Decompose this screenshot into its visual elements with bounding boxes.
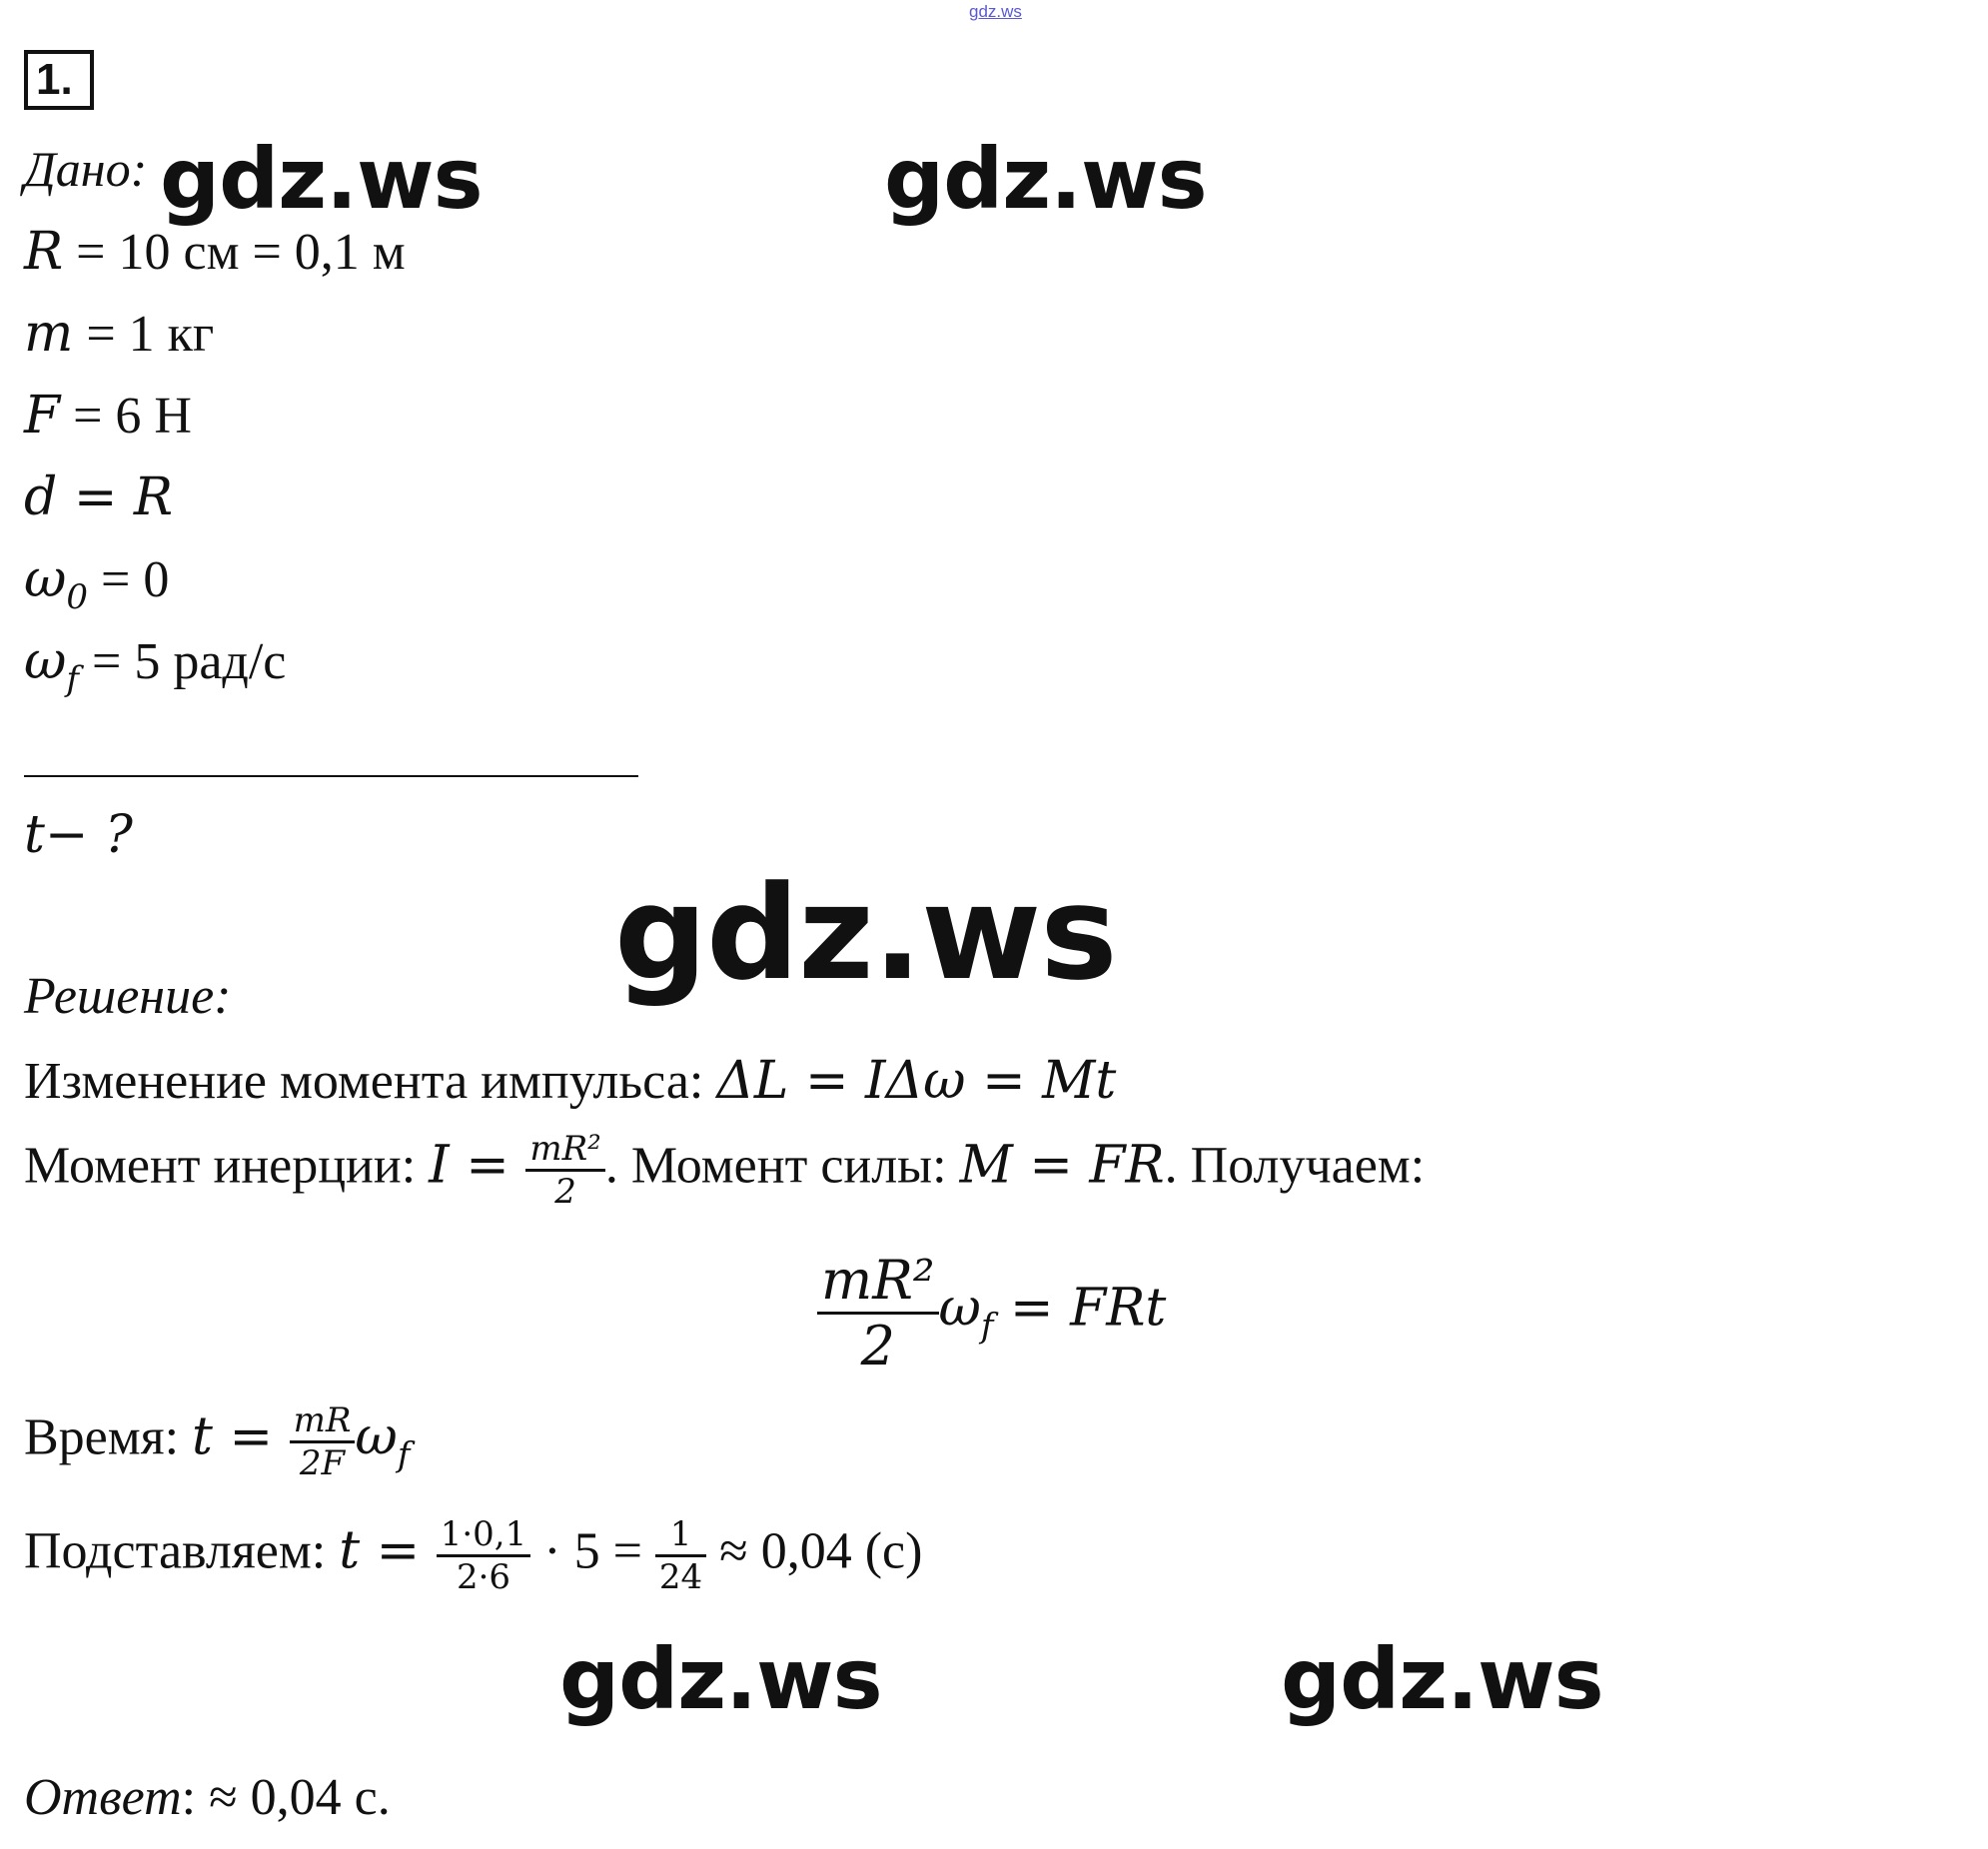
inertia-frac-num: mR² — [525, 1129, 604, 1172]
given-divider — [24, 775, 638, 777]
substitute-fraction-2 — [655, 1514, 706, 1597]
substitute-formula: t = — [339, 1520, 437, 1581]
time-omega-sub: f — [397, 1434, 411, 1475]
time-omega: ω — [355, 1406, 398, 1467]
given-f-value: = 6 Н — [60, 388, 192, 445]
substitute-frac1-den: 2·6 — [456, 1557, 511, 1597]
center-rhs: = FRt — [993, 1278, 1167, 1339]
substitute-mid: · 5 = — [530, 1522, 655, 1580]
centered-equation — [817, 1249, 1166, 1378]
answer-text: : ≈ 0,04 с. — [181, 1769, 391, 1826]
given-f-symbol: F — [24, 386, 61, 446]
inertia-frac-den: 2 — [554, 1172, 576, 1212]
given-m-symbol: m — [24, 304, 74, 364]
given-omegaf-symbol: ω — [24, 631, 67, 691]
given-r-value: = 10 см = 0,1 м — [63, 224, 406, 281]
given-d-symbol: d — [24, 467, 58, 527]
substitute-text: Подставляем: — [24, 1522, 340, 1580]
solution-line-inertia — [24, 1129, 1425, 1212]
given-d — [24, 467, 173, 527]
watermark-4: gdz.ws — [559, 1630, 882, 1728]
time-formula: t = — [192, 1406, 290, 1467]
angular-momentum-formula: ΔL = IΔω = Mt — [716, 1051, 1117, 1111]
given-f — [24, 386, 192, 446]
angular-momentum-text: Изменение момента импульса: — [24, 1053, 717, 1110]
find-line: t− ? — [24, 805, 133, 865]
given-m — [24, 304, 214, 364]
given-d-value: = R — [57, 467, 174, 527]
watermark-3: gdz.ws — [614, 857, 1117, 1009]
time-frac-num: mR — [290, 1400, 356, 1443]
inertia-formula: I = — [429, 1135, 526, 1196]
given-omega0-sub: 0 — [66, 577, 89, 617]
watermark-2: gdz.ws — [884, 130, 1207, 228]
substitute-fraction-1 — [437, 1514, 531, 1597]
given-m-value: = 1 кг — [73, 306, 215, 363]
given-omega0 — [24, 549, 169, 617]
watermark-1: gdz.ws — [160, 130, 483, 228]
center-omega: ω — [938, 1278, 981, 1339]
solution-line-substitute — [24, 1514, 922, 1597]
answer-line — [24, 1768, 391, 1827]
substitute-frac2-num: 1 — [655, 1514, 706, 1557]
time-frac-den: 2F — [299, 1443, 346, 1483]
given-r — [24, 222, 406, 282]
center-omega-sub: f — [980, 1306, 994, 1347]
problem-number: 1. — [24, 50, 94, 110]
center-frac-den: 2 — [860, 1315, 895, 1378]
given-omega0-value: = 0 — [88, 551, 170, 608]
given-omegaf — [24, 631, 286, 699]
substitute-frac2-den: 24 — [658, 1557, 703, 1597]
torque-text: . Момент силы: — [604, 1137, 960, 1195]
torque-formula: M = FR — [959, 1135, 1165, 1196]
solution-line-time — [24, 1400, 410, 1483]
time-text: Время: — [24, 1408, 193, 1466]
watermark-5: gdz.ws — [1281, 1630, 1603, 1728]
center-frac-num: mR² — [817, 1249, 939, 1315]
given-r-symbol: R — [24, 222, 64, 282]
substitute-tail: ≈ 0,04 (c) — [706, 1522, 923, 1580]
center-fraction — [817, 1249, 939, 1378]
answer-label: Ответ — [24, 1769, 182, 1826]
solution-label: Решение: — [24, 968, 232, 1025]
inertia-text: Момент инерции: — [24, 1137, 430, 1195]
given-label: Дано: — [24, 141, 148, 197]
substitute-frac1-num: 1·0,1 — [437, 1514, 531, 1557]
given-omegaf-sub: f — [66, 659, 79, 699]
solution-line-angular-momentum — [24, 1051, 1116, 1111]
time-fraction — [290, 1400, 356, 1483]
given-omegaf-value: = 5 рад/с — [79, 633, 287, 690]
top-watermark-link[interactable]: gdz.ws — [969, 2, 1022, 21]
given-omega0-symbol: ω — [24, 549, 67, 609]
obtain-text: . Получаем: — [1164, 1137, 1426, 1195]
inertia-fraction — [525, 1129, 604, 1212]
